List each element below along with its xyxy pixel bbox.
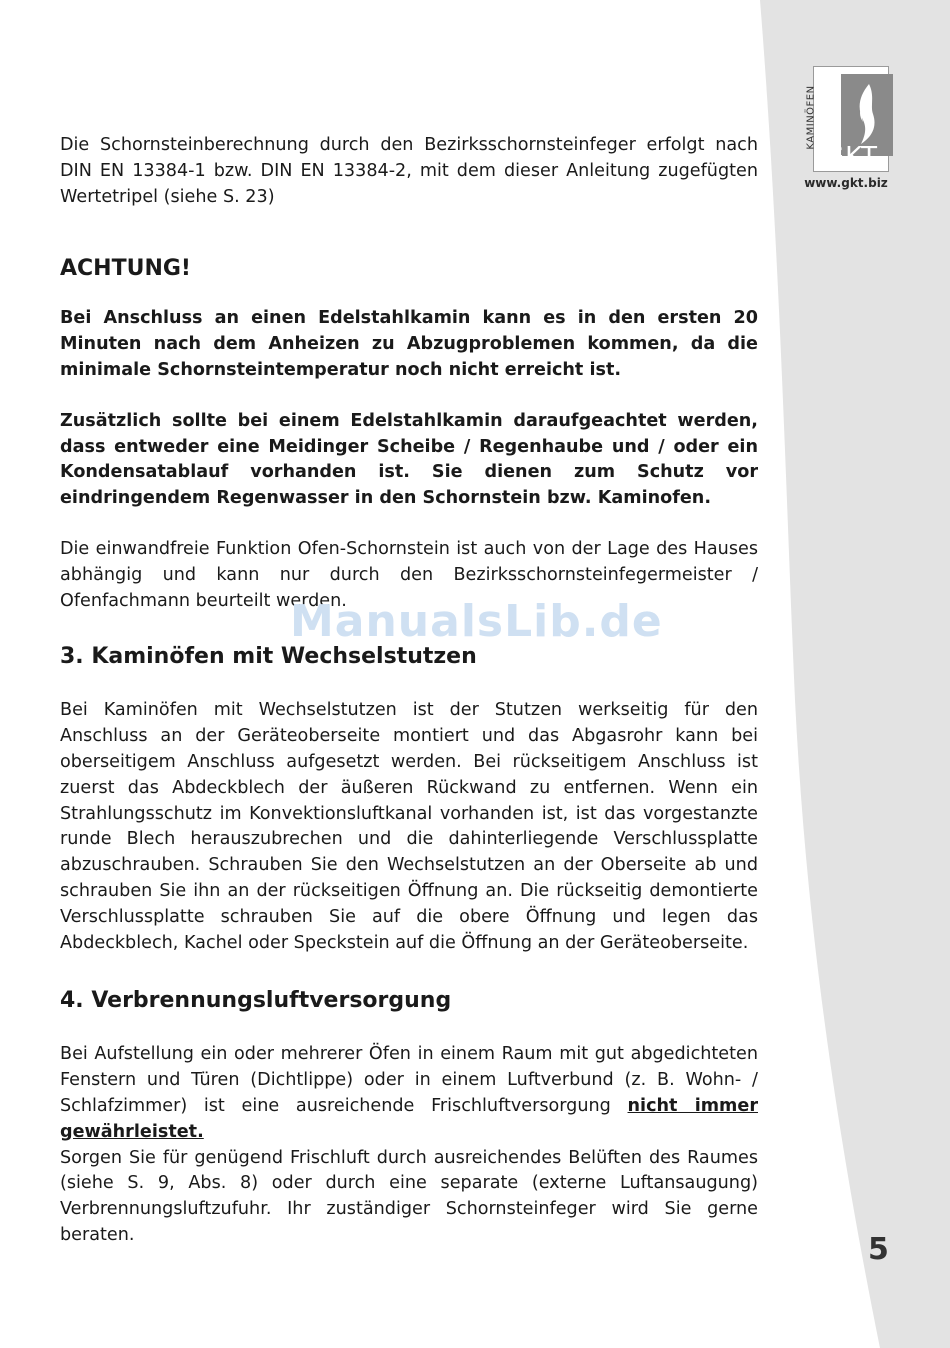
page-content [60,133,758,1249]
watermark: ManualsLib.de [290,596,663,647]
section-4-emphasis: nicht immer gewährleistet. [60,1095,758,1142]
section-3-heading: 3. Kaminöfen mit Wechselstutzen [60,644,477,670]
warning-paragraph-1: Bei Anschluss an einen Edelstahlkamin kann es in den ersten 20 Minuten nach dem Anheizen zu Abzugproblemen kommen, da die minimale Schornsteintemperatur noch nicht erreicht ist. [60,308,758,380]
section-3-paragraph: Bei Kaminöfen mit Wechselstutzen ist der Stutzen werkseitig für den Anschluss an der Geräteoberseite montiert und das Abgasrohr kann bei oberseitigem Anschluss aufgesetzt werden. Bei rückseitigem Anschluss ist zuerst das Abdeckblech der äußeren Rückwand zu entfernen. Wenn ein Strahlungsschutz im Konvektionsluftkanal vorhanden ist, ist das vorgestanzte runde Blech herauszubrechen und die dahinterliegende Verschlussplatte abzuschrauben. Schrauben Sie den Wechselstutzen an der Oberseite ab und schrauben Sie ihn an der rückseitigen Öffnung an. Die rückseitig demontierte Verschlussplatte schrauben Sie auf die obere Öffnung und legen das Abdeckblech, Kachel oder Speckstein auf die Öffnung an der Geräteoberseite. [60,700,758,953]
section-4-paragraph-1 [60,1042,758,1145]
warning-paragraph-2: Zusätzlich sollte bei einem Edelstahlkamin daraufgeachtet werden, dass entweder eine Meidinger Scheibe / Regenhaube und / oder ein Kondensatablauf vorhanden ist. Sie dienen zum Schutz vor eindringendem Regenwasser in den Schornstein bzw. Kaminofen. [60,410,758,509]
function-paragraph: Die einwandfreie Funktion Ofen-Schornstein ist auch von der Lage des Hauses abhängig und kann nur durch den Bezirksschornsteinfegermeister / Ofenfachmann beurteilt werden. [60,538,758,611]
section-4-paragraph-1-text: Bei Aufstellung ein oder mehrerer Öfen in einem Raum mit gut abgedichteten Fenstern und Türen (Dichtlippe) oder in einem Luftverbund (z. B. Wohn- / Schlafzimmer) ist eine ausreichende Frischluftversorgung [60,1044,758,1116]
gkt-logo [801,66,891,194]
intro-paragraph: Die Schornsteinberechnung durch den Bezirksschornsteinfeger erfolgt nach DIN EN 13384-1 bzw. DIN EN 13384-2, mit dem dieser Anleitung zugefügten Wertetripel (siehe S. 23) [60,135,758,207]
logo-brand: GKT [823,142,879,172]
warning-heading: ACHTUNG! [60,256,191,282]
page-number: 5 [868,1232,889,1267]
logo-vertical-text: KAMINÖFEN [805,85,817,150]
section-4-paragraph-2: Sorgen Sie für genügend Frischluft durch ausreichendes Belüften des Raumes (siehe S. 9, Abs. 8) oder durch eine separate (externe Luftansaugung) Verbrennungsluftzufuhr. Ihr zuständiger Schornsteinfeger wird Sie gerne beraten. [60,1147,758,1245]
logo-url: www.gkt.biz [804,176,888,190]
section-4-heading: 4. Verbrennungsluftversorgung [60,988,452,1014]
